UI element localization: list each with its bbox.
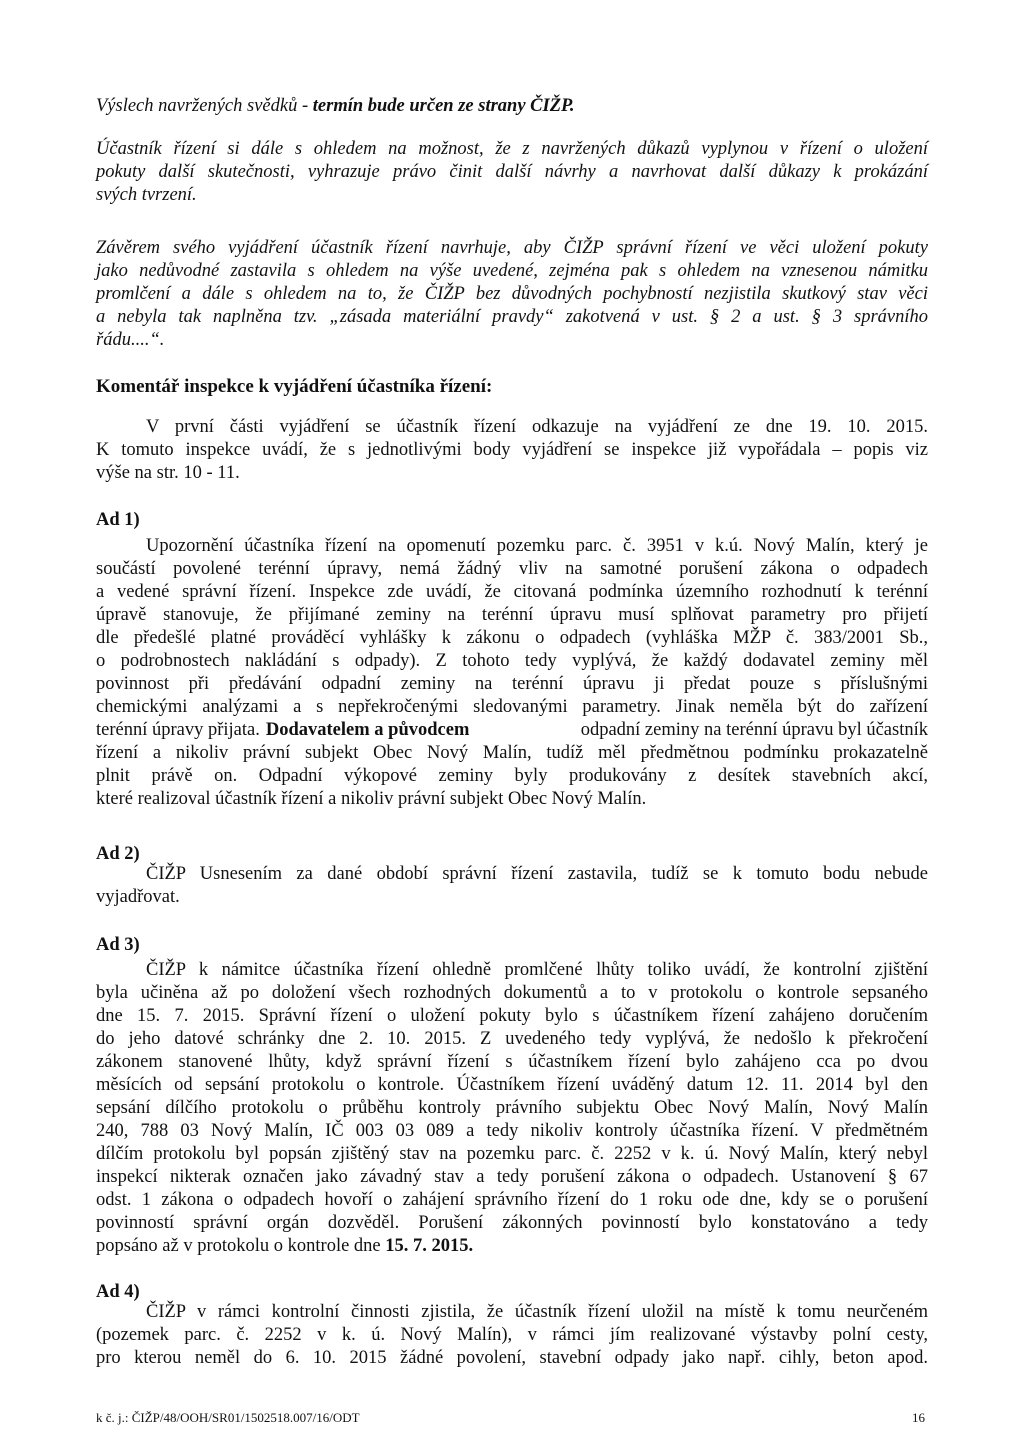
text-line: svých tvrzení.	[96, 185, 197, 205]
text-line: 240, 788 03 Nový Malín, IČ 003 03 089 a tedy nikoliv kontroly účastníka řízení. V předmětném	[96, 1121, 928, 1141]
ad4-label: Ad 4)	[96, 1282, 140, 1302]
text-line: řádu....“.	[96, 330, 165, 350]
page-number: 16	[912, 1410, 925, 1425]
ad3-label: Ad 3)	[96, 935, 140, 955]
text-line: ČIŽP k námitce účastníka řízení ohledně promlčené lhůty toliko uvádí, že kontrolní zjištění	[146, 960, 928, 980]
text-line: do jeho datové schránky dne 2. 10. 2015. Z uvedeného tedy vyplývá, že nedošlo k překročení	[96, 1029, 928, 1049]
text-line: ČIŽP Usnesením za dané období správní řízení zastavila, tudíž se k tomuto bodu nebude	[146, 864, 928, 884]
text-line: úpravě stanovuje, že přijímané zeminy na terénní úpravu musí splňovat parametry pro přijetí	[96, 605, 928, 625]
text-line: výše na str. 10 - 11.	[96, 463, 240, 483]
text-segment: odpadní zeminy na terénní úpravu byl účastník	[580, 720, 928, 740]
text-line: Účastník řízení si dále s ohledem na možnost, že z navržených důkazů vyplynou v řízení o uložení	[96, 139, 928, 159]
text-line: Závěrem svého vyjádření účastník řízení navrhuje, aby ČIŽP správní řízení ve věci uložení pokuty	[96, 238, 928, 258]
text-line: V první části vyjádření se účastník řízení odkazuje na vyjádření ze dne 19. 10. 2015.	[146, 417, 928, 437]
text-line: ČIŽP v rámci kontrolní činnosti zjistila, že účastník řízení uložil na místě k tomu neurčeném	[146, 1302, 928, 1322]
text-line: řízení a nikoliv právní subjekt Obec Nový Malín, tudíž měl předmětnou podmínku prokazatelně	[96, 743, 928, 763]
comment-heading: Komentář inspekce k vyjádření účastníka řízení:	[96, 376, 493, 397]
ad1-label: Ad 1)	[96, 510, 140, 530]
text-line: součástí povolené terénní úpravy, nemá žádný vliv na samotné porušení zákona o odpadech	[96, 559, 928, 579]
text-line: dle předešlé platné prováděcí vyhlášky k zákonu o odpadech (vyhláška MŽP č. 383/2001 Sb.,	[96, 628, 928, 648]
text-line: povinnost při předávání odpadní zeminy na terénní úpravu ji předat pouze s příslušnými	[96, 674, 928, 694]
text-line: Upozornění účastníka řízení na opomenutí pozemku parc. č. 3951 v k.ú. Nový Malín, který je	[146, 536, 928, 556]
text-line: povinností správní orgán dozvěděl. Porušení zákonných povinností bylo konstatováno a tedy	[96, 1213, 928, 1233]
text-line: a vedené správní řízení. Inspekce zde uvádí, že citovaná podmínka územního rozhodnutí k terénní	[96, 582, 928, 602]
bold-phrase: Dodavatelem a původcem	[265, 720, 470, 740]
text-line: odst. 1 zákona o odpadech hovoří o zahájení správního řízení do 1 roku ode dne, kdy se o porušení	[96, 1190, 928, 1210]
text-line: a nebyla tak naplněna tzv. „zásada materiální pravdy“ zakotvená v ust. § 2 a ust. § 3 správního	[96, 307, 928, 327]
text-line: pokuty další skutečnosti, vyhrazuje právo činit další návrhy a navrhovat další důkazy k prokázání	[96, 162, 928, 182]
text-line-mixed	[96, 720, 928, 741]
text-line: sepsání dílčího protokolu o průběhu kontroly právního subjektu Obec Nový Malín, Nový Malín	[96, 1098, 928, 1118]
text-line-mixed	[96, 1236, 473, 1257]
text-segment: terénní úpravy přijata.	[96, 720, 260, 740]
witness-line	[96, 96, 575, 117]
text-line: zákonem stanovené lhůty, když správní řízení s účastníkem řízení bylo zahájeno cca po dvou	[96, 1052, 928, 1072]
text-line: byla učiněna až po doložení všech rozhodných dokumentů a to v protokolu o kontrole sepsaného	[96, 983, 928, 1003]
text-line: dne 15. 7. 2015. Správní řízení o uložení pokuty bylo s účastníkem řízení zahájeno doručením	[96, 1006, 928, 1026]
text-line: chemickými analýzami a s nepřekročenými sledovanými parametry. Jinak neměla být do zařízení	[96, 697, 928, 717]
footer-reference: k č. j.: ČIŽP/48/OOH/SR01/1502518.007/16/ODT	[96, 1410, 360, 1425]
ad2-label: Ad 2)	[96, 844, 140, 864]
text-line: promlčení a dále s ohledem na to, že ČIŽP bez důvodných pochybností nezjistila skutkový stav věci	[96, 284, 928, 304]
bold-date: 15. 7. 2015.	[385, 1236, 474, 1256]
text-line: vyjadřovat.	[96, 887, 180, 907]
text-line: plnit právě on. Odpadní výkopové zeminy byly produkovány z desítek stavebních akcí,	[96, 766, 928, 786]
text-line: měsících od sepsání protokolu o kontrole. Účastníkem řízení uváděný datum 12. 11. 2014 byl den	[96, 1075, 928, 1095]
text-line: (pozemek parc. č. 2252 v k. ú. Nový Malín), v rámci jím realizované výstavby polní cesty,	[96, 1325, 928, 1345]
text-line: dílčím protokolu byl popsán zjištěný stav na pozemku parc. č. 2252 v k. ú. Nový Malín, který nebyl	[96, 1144, 928, 1164]
text-line: pro kterou neměl do 6. 10. 2015 žádné povolení, stavební odpady jako např. cihly, beton apod.	[96, 1348, 928, 1368]
text-segment: popsáno až v protokolu o kontrole dne	[96, 1236, 381, 1256]
witness-line-text: Výslech navržených svědků -	[96, 96, 313, 116]
text-line: K tomuto inspekce uvádí, že s jednotlivými body vyjádření se inspekce již vypořádala – popis viz	[96, 440, 928, 460]
text-line: inspekcí nikterak označen jako závadný stav a tedy porušení zákona o odpadech. Ustanovení § 67	[96, 1167, 928, 1187]
text-line: o podrobnostech nakládání s odpady). Z tohoto tedy vyplývá, že každý dodavatel zeminy měl	[96, 651, 928, 671]
text-line: které realizoval účastník řízení a nikoliv právní subjekt Obec Nový Malín.	[96, 789, 647, 809]
text-line: jako nedůvodné zastavila s ohledem na výše uvedené, zejména pak s ohledem na vznesenou námitku	[96, 261, 928, 281]
witness-line-bold: termín bude určen ze strany ČIŽP.	[312, 96, 575, 116]
